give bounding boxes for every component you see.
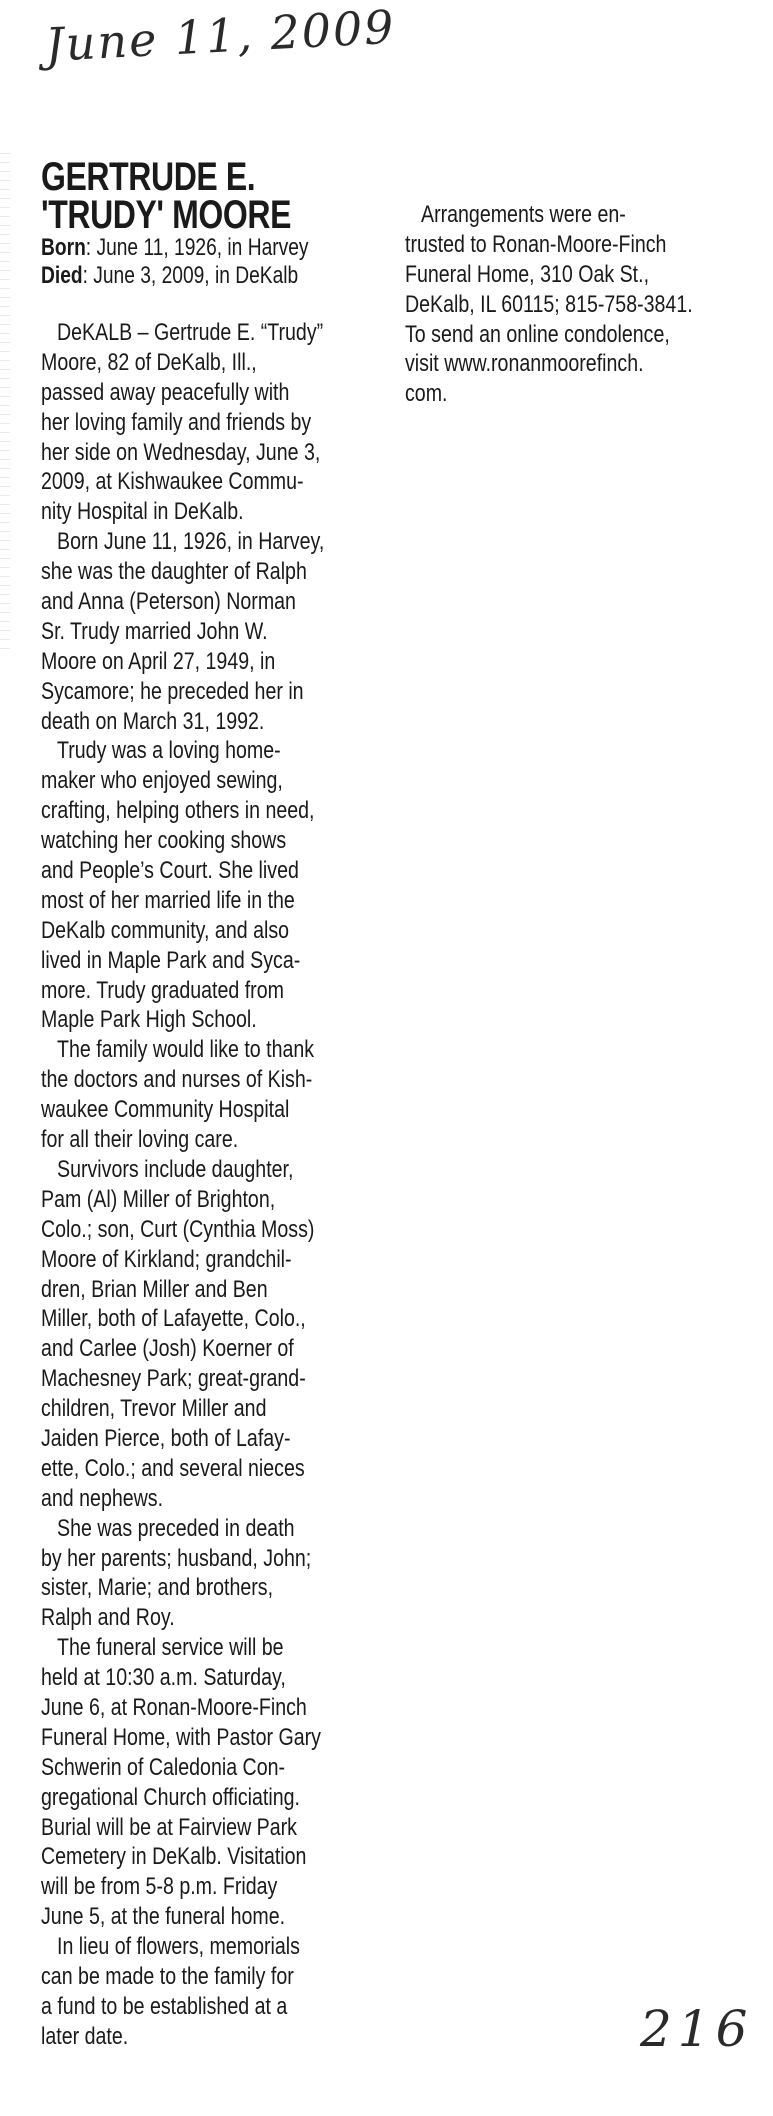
arrangements-text (405, 200, 741, 409)
text-line: DeKalb, IL 60115; 815-758-3841. (405, 290, 693, 318)
obituary-left-column (41, 155, 401, 2052)
text-line: Born June 11, 1926, in Harvey, (57, 528, 325, 556)
text-line: later date. (41, 2022, 129, 2050)
text-line: crafting, helping others in need, (41, 797, 315, 825)
text-line: her loving family and friends by (41, 408, 312, 436)
text-line: The funeral service will be (57, 1634, 284, 1662)
obituary-name-line1: GERTRUDE E. (41, 155, 256, 199)
text-line: visit www.ronanmoorefinch. (405, 350, 644, 378)
text-line: Sycamore; he preceded her in (41, 677, 304, 705)
text-line: DeKalb community, and also (41, 916, 290, 944)
text-line: the doctors and nurses of Kish- (41, 1066, 313, 1094)
text-line: gregational Church officiating. (41, 1783, 300, 1811)
text-line: lived in Maple Park and Syca- (41, 946, 301, 974)
handwritten-date: June 11, 2009 (44, 0, 397, 72)
text-line: June 6, at Ronan-Moore-Finch (41, 1693, 307, 1721)
text-line: Sr. Trudy married John W. (41, 617, 268, 645)
scan-edge-noise (0, 150, 10, 650)
text-line: her side on Wednesday, June 3, (41, 438, 321, 466)
text-line: held at 10:30 a.m. Saturday, (41, 1664, 286, 1692)
text-line: watching her cooking shows (41, 827, 287, 855)
text-line: dren, Brian Miller and Ben (41, 1275, 268, 1303)
text-line: nity Hospital in DeKalb. (41, 498, 244, 526)
text-line: she was the daughter of Ralph (41, 558, 307, 586)
text-line: sister, Marie; and brothers, (41, 1574, 274, 1602)
text-line: Moore on April 27, 1949, in (41, 647, 276, 675)
text-line: passed away peacefully with (41, 378, 290, 406)
text-line: death on March 31, 1992. (41, 707, 265, 735)
text-line: Colo.; son, Curt (Cynthia Moss) (41, 1215, 315, 1243)
text-line: The family would like to thank (57, 1036, 315, 1064)
text-line: Machesney Park; great-grand- (41, 1365, 306, 1393)
obituary-name-line2: 'TRUDY' MOORE (41, 193, 292, 237)
text-line: com. (405, 380, 448, 408)
text-line: Moore, 82 of DeKalb, Ill., (41, 348, 257, 376)
text-line: Funeral Home, 310 Oak St., (405, 260, 650, 288)
text-line: Pam (Al) Miller of Brighton, (41, 1185, 276, 1213)
born-value: : June 11, 1926, in Harvey (85, 234, 309, 261)
text-line: for all their loving care. (41, 1126, 239, 1154)
handwritten-page-number: 216 (640, 2000, 754, 2058)
obituary-body (41, 318, 401, 2052)
text-line: Arrangements were en- (421, 201, 626, 228)
text-line: maker who enjoyed sewing, (41, 767, 283, 795)
text-line: trusted to Ronan-Moore-Finch (405, 230, 667, 258)
text-line: In lieu of flowers, memorials (57, 1933, 300, 1961)
text-line: Ralph and Roy. (41, 1604, 175, 1632)
obituary-right-column (405, 200, 741, 409)
text-line: She was preceded in death (57, 1514, 295, 1542)
text-line: To send an online condolence, (405, 320, 670, 348)
text-line: can be made to the family for (41, 1962, 294, 1990)
text-line: most of her married life in the (41, 886, 295, 914)
text-line: by her parents; husband, John; (41, 1544, 312, 1572)
text-line: waukee Community Hospital (41, 1096, 290, 1124)
text-line: Moore of Kirkland; grandchil- (41, 1245, 292, 1273)
text-line: Maple Park High School. (41, 1006, 257, 1034)
text-line: Schwerin of Caledonia Con- (41, 1753, 286, 1781)
text-line: a fund to be established at a (41, 1992, 288, 2020)
died-label: Died (41, 262, 83, 289)
born-line (41, 234, 401, 262)
text-line: and Anna (Peterson) Norman (41, 588, 296, 616)
text-line: more. Trudy graduated from (41, 976, 284, 1004)
born-label: Born (41, 234, 86, 261)
text-line: ette, Colo.; and several nieces (41, 1454, 305, 1482)
text-line: and nephews. (41, 1484, 164, 1512)
text-line: Funeral Home, with Pastor Gary (41, 1723, 321, 1751)
text-line: Survivors include daughter, (57, 1155, 294, 1183)
text-line: Miller, both of Lafayette, Colo., (41, 1305, 306, 1333)
text-line: DeKALB – Gertrude E. “Trudy” (57, 319, 324, 346)
text-line: Cemetery in DeKalb. Visitation (41, 1843, 307, 1871)
text-line: and People’s Court. She lived (41, 857, 299, 885)
text-line: children, Trevor Miller and (41, 1395, 267, 1423)
text-line: Jaiden Pierce, both of Lafay- (41, 1424, 291, 1452)
text-line: 2009, at Kishwaukee Commu- (41, 468, 304, 496)
text-line: Trudy was a loving home- (57, 737, 281, 765)
text-line: will be from 5-8 p.m. Friday (41, 1873, 278, 1901)
died-value: : June 3, 2009, in DeKalb (82, 262, 299, 289)
text-line: June 5, at the funeral home. (41, 1903, 286, 1931)
text-line: and Carlee (Josh) Koerner of (41, 1335, 294, 1363)
died-line (41, 262, 401, 290)
text-line: Burial will be at Fairview Park (41, 1813, 297, 1841)
